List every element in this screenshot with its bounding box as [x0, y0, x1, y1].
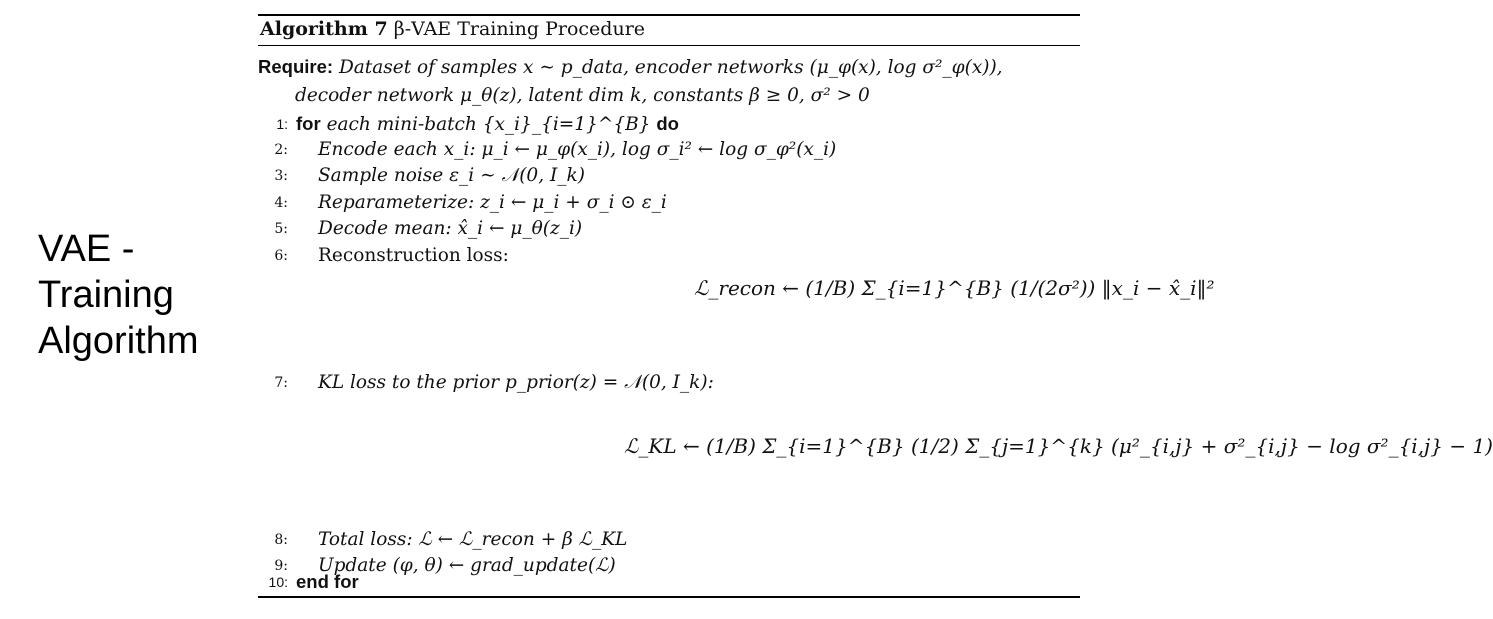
algo-line-10 — [258, 571, 1080, 593]
top-rule — [258, 14, 1080, 16]
line-number: 7: — [274, 375, 288, 391]
for-keyword: for — [296, 113, 321, 134]
slide-title-line-2: Training — [38, 274, 174, 316]
algo-line-8 — [258, 529, 1080, 553]
slide-title — [38, 226, 238, 364]
do-keyword: do — [656, 113, 679, 134]
line-number: 2: — [274, 142, 288, 158]
reconstruction-equation — [694, 276, 1215, 300]
algo-line-text: Encode each x_i: μ_i ← μ_φ(x_i), log σ_i² ← log σ_φ²(x_i) — [318, 139, 837, 160]
algo-line-3 — [258, 165, 1080, 189]
algo-line-4 — [258, 192, 1080, 216]
algo-line-7 — [258, 372, 1080, 396]
require-keyword: Require: — [258, 56, 334, 77]
algo-line-text: KL loss to the prior p_prior(z) = 𝒩(0, I_k): — [318, 372, 714, 393]
slide-title-line-1: VAE - — [38, 228, 135, 270]
kl-equation — [624, 434, 1493, 458]
slide-title-line-3: Algorithm — [38, 320, 199, 362]
require-text-2: decoder network μ_θ(z), latent dim k, constants β ≥ 0, σ² > 0 — [295, 85, 870, 106]
require-text-1: Dataset of samples x ∼ p_data, encoder networks (μ_φ(x), log σ²_φ(x)), — [338, 57, 1003, 78]
algorithm-caption — [260, 18, 645, 40]
algo-line-text: Decode mean: x̂_i ← μ_θ(z_i) — [318, 218, 583, 239]
line-number: 8: — [274, 532, 288, 548]
require-line-2 — [258, 85, 1080, 109]
algo-line-text: each mini-batch {x_i}_{i=1}^{B} — [326, 114, 651, 135]
equation-text: ℒ_KL ← (1/B) Σ_{i=1}^{B} (1/2) Σ_{j=1}^{k} (μ²_{i,j} + σ²_{i,j} − log σ²_{i,j} − 1) — [624, 434, 1493, 458]
algo-line-text: Reconstruction loss: — [318, 245, 509, 266]
algorithm-caption-label: Algorithm 7 — [260, 18, 388, 40]
algo-line-6 — [258, 245, 1080, 269]
end-for-keyword: end for — [296, 571, 359, 592]
algo-line-5 — [258, 218, 1080, 242]
require-line-1 — [258, 56, 1080, 80]
algorithm-caption-text: β-VAE Training Procedure — [393, 18, 646, 40]
algo-line-text: Total loss: ℒ ← ℒ_recon + β ℒ_KL — [318, 529, 628, 550]
line-number: 6: — [274, 248, 288, 264]
algo-line-1 — [258, 113, 1080, 137]
line-number: 4: — [274, 195, 288, 211]
algo-line-text: Reparameterize: z_i ← μ_i + σ_i ⊙ ε_i — [318, 192, 667, 213]
line-number: 5: — [274, 221, 288, 237]
line-number: 9: — [274, 558, 288, 574]
equation-text: ℒ_recon ← (1/B) Σ_{i=1}^{B} (1/(2σ²)) ‖x_i − x̂_i‖² — [694, 276, 1215, 300]
algo-line-2 — [258, 139, 1080, 163]
line-number: 3: — [274, 168, 288, 184]
algorithm-box — [258, 14, 1493, 598]
caption-rule — [258, 45, 1080, 46]
algo-line-text: Sample noise ε_i ∼ 𝒩(0, I_k) — [318, 165, 585, 186]
line-number: 10: — [268, 574, 288, 590]
line-number: 1: — [276, 116, 288, 132]
bottom-rule — [258, 596, 1080, 598]
algo-line-text: Update (φ, θ) ← grad_update(ℒ) — [318, 555, 616, 576]
